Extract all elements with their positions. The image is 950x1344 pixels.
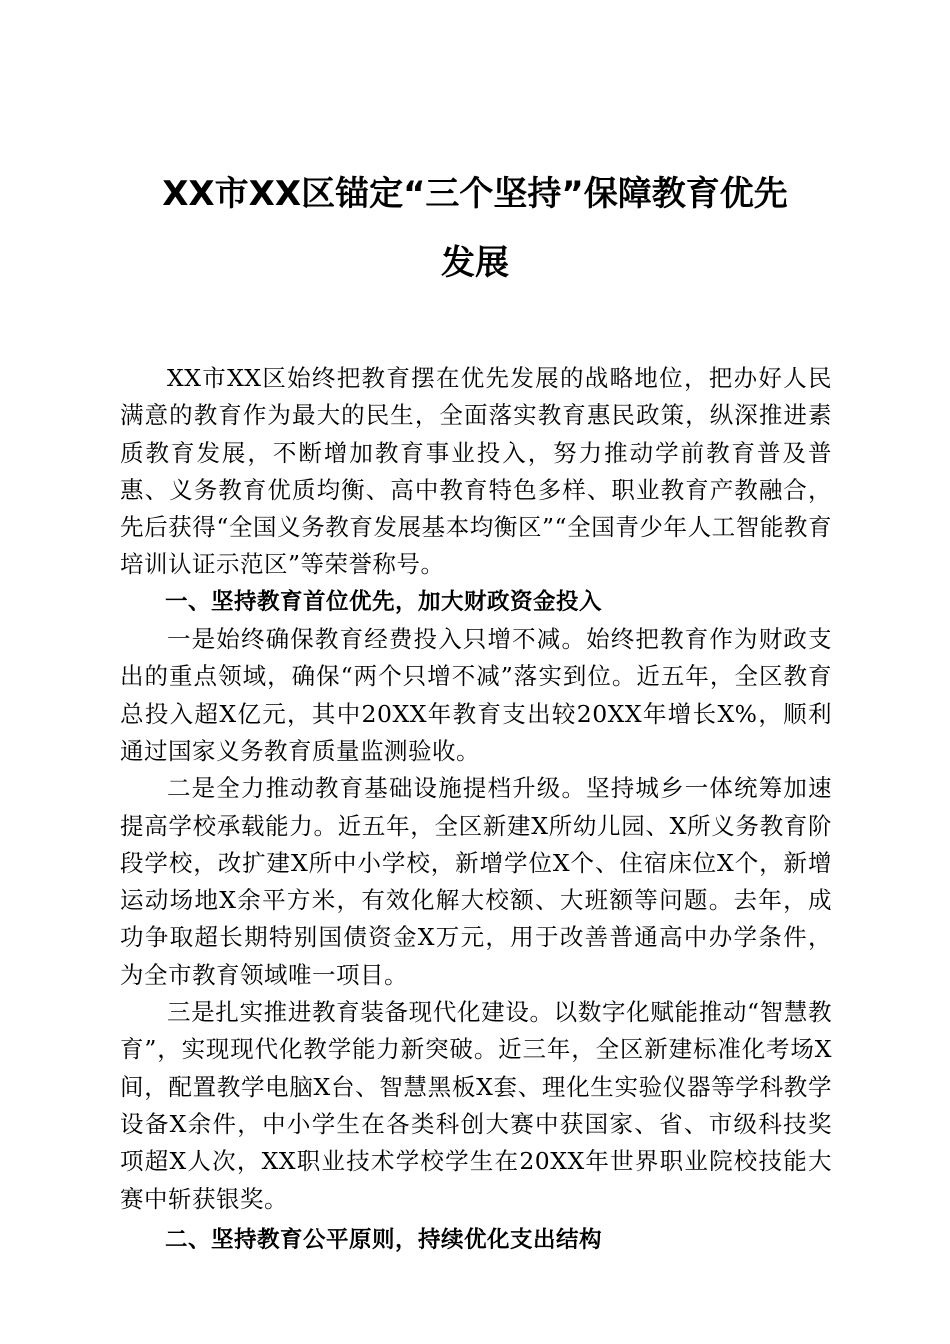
intro-paragraph: XX市XX区始终把教育摆在优先发展的战略地位，把办好人民满意的教育作为最大的民生，全面落实教育惠民政策，纵深推进素质教育发展，不断增加教育事业投入，努力推动学前教育普及普惠、义务教育优质均衡、高中教育特色多样、职业教育产教融合，先后获得“全国义务教育发展基本均衡区”“全国青少年人工智能教育培训认证示范区”等荣誉称号。 [120, 364, 832, 579]
body-paragraph-3: 三是扎实推进教育装备现代化建设。以数字化赋能推动“智慧教育”，实现现代化教学能力新突破。近三年，全区新建标准化考场X间，配置教学电脑X台、智慧黑板X套、理化生实验仪器等学科教学设备X余件，中小学生在各类科创大赛中获国家、省、市级科技奖项超X人次，XX职业技术学校学生在20XX年世界职业院校技能大赛中斩获银奖。 [120, 998, 832, 1213]
document-title-line-2: 发展 [441, 243, 509, 283]
document-body [120, 360, 832, 1259]
section-heading-2: 二、坚持教育公平原则，持续优化支出结构 [165, 1226, 603, 1253]
body-paragraph-2: 二是全力推动教育基础设施提档升级。坚持城乡一体统筹加速提高学校承载能力。近五年，全区新建X所幼儿园、X所义务教育阶段学校，改扩建X所中小学校，新增学位X个、住宿床位X个，新增运动场地X余平方米，有效化解大校额、大班额等问题。去年，成功争取超长期特别国债资金X万元，用于改善普通高中办学条件，为全市教育领域唯一项目。 [120, 774, 832, 989]
section-heading-1: 一、坚持教育首位优先，加大财政资金投入 [165, 588, 603, 615]
body-paragraph-1: 一是始终确保教育经费投入只增不减。始终把教育作为财政支出的重点领域，确保“两个只增不减”落实到位。近五年，全区教育总投入超X亿元，其中20XX年教育支出较20XX年增长X%，顺利通过国家义务教育质量监测验收。 [120, 625, 832, 765]
document-title-line-1: XX市XX区锚定“三个坚持”保障教育优先 [162, 174, 788, 214]
